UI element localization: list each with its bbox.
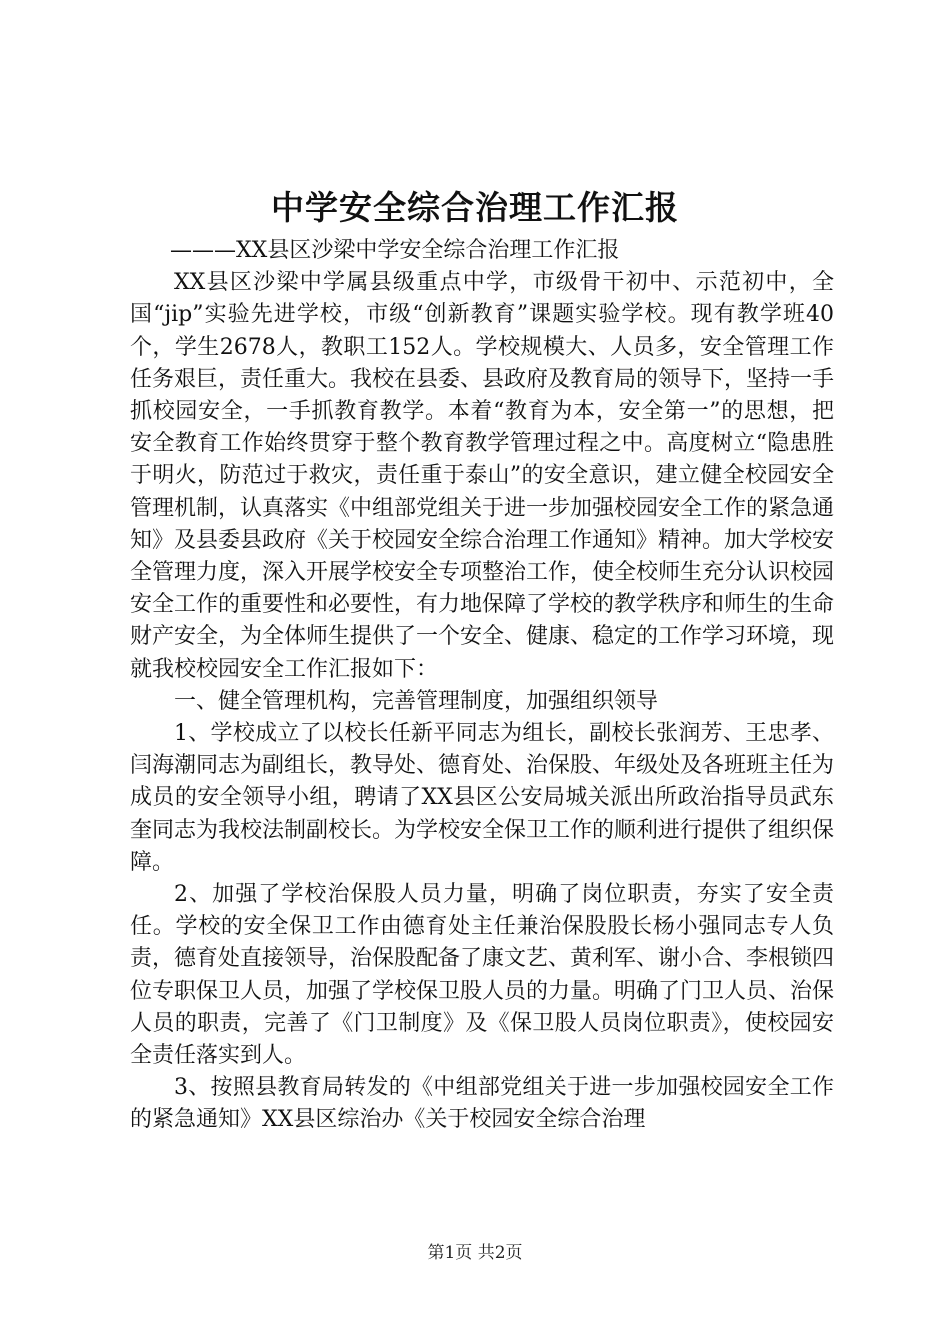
paragraph-item-2: 2、加强了学校治保股人员力量，明确了岗位职责，夯实了安全责任。学校的安全保卫工作由德育处主任兼治保股股长杨小强同志专人负责，德育处直接领导，治保股配备了康文艺、黄利军、谢小合、李根锁四位专职保卫人员，加强了学校保卫股人员的力量。明确了门卫人员、治保人员的职责，完善了《门卫制度》及《保卫股人员岗位职责》，使校园安全责任落实到人。 (130, 882, 835, 1069)
paragraph-item-1: 1、学校成立了以校长任新平同志为组长，副校长张润芳、王忠孝、闫海潮同志为副组长，教导处、德育处、治保股、年级处及各班班主任为成员的安全领导小组，聘请了XX县区公安局城关派出所政治指导员武东奎同志为我校法制副校长。为学校安全保卫工作的顺利进行提供了组织保障。 (130, 721, 835, 875)
section-heading-1: 一、健全管理机构，完善管理制度，加强组织领导 (174, 688, 659, 714)
document-subtitle: ———XX县区沙梁中学安全综合治理工作汇报 (170, 238, 620, 263)
document-body (130, 235, 834, 1137)
document-title: 中学安全综合治理工作汇报 (271, 188, 679, 227)
paragraph-intro: XX县区沙梁中学属县级重点中学，市级骨干初中、示范初中，全国“jip”实验先进学校，市级“创新教育”课题实验学校。现有教学班40个，学生2678人，教职工152人。学校规模大、人员多，安全管理工作任务艰巨，责任重大。我校在县委、县政府及教育局的领导下，坚持一手抓校园安全，一手抓教育教学。本着“教育为本，安全第一”的思想，把安全教育工作始终贯穿于整个教育教学管理过程之中。高度树立“隐患胜于明火，防范过于救灾，责任重于泰山”的安全意识，建立健全校园安全管理机制，认真落实《中组部党组关于进一步加强校园安全工作的紧急通知》及县委县政府《关于校园安全综合治理工作通知》精神。加大学校安全管理力度，深入开展学校安全专项整治工作，使全校师生充分认识校园安全工作的重要性和必要性，有力地保障了学校的教学秩序和师生的生命财产安全，为全体师生提供了一个安全、健康、稳定的工作学习环境，现就我校校园安全工作汇报如下： (130, 270, 835, 682)
page-number-footer: 第1页 共2页 (427, 1243, 523, 1263)
paragraph-item-3: 3、按照县教育局转发的《中组部党组关于进一步加强校园安全工作的紧急通知》XX县区综治办《关于校园安全综合治理 (130, 1075, 834, 1133)
